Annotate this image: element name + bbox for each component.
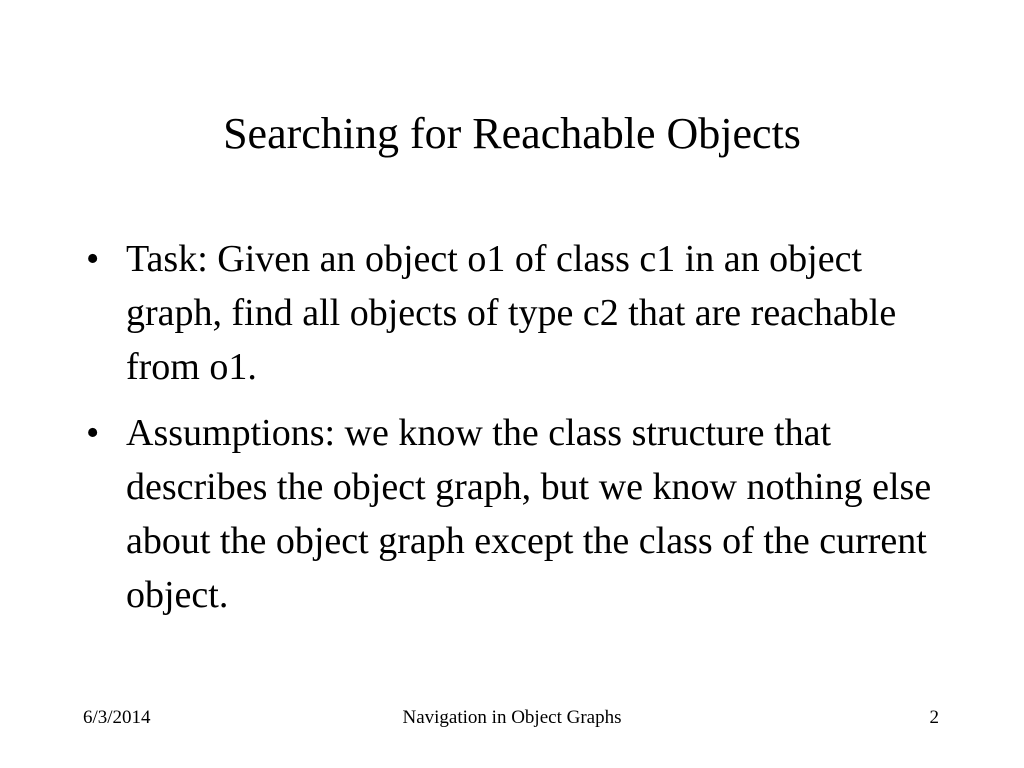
footer-title: Navigation in Object Graphs: [402, 707, 622, 728]
bullet-item: [86, 232, 946, 394]
bullet-text: Assumptions: we know the class structure that describes the object graph, but we know nothing else about the object graph except the class of the current object.: [126, 412, 932, 616]
page-number: 2: [929, 707, 939, 728]
bullet-list: [86, 232, 946, 634]
slide-title: Searching for Reachable Objects: [223, 109, 801, 158]
bullet-text: Task: Given an object o1 of class c1 in an object graph, find all objects of type c2 that are reachable from o1.: [126, 238, 897, 388]
footer-date: 6/3/2014: [83, 707, 151, 728]
bullet-marker: •: [86, 238, 100, 280]
bullet-marker: •: [86, 412, 100, 454]
bullet-item: [86, 406, 946, 622]
